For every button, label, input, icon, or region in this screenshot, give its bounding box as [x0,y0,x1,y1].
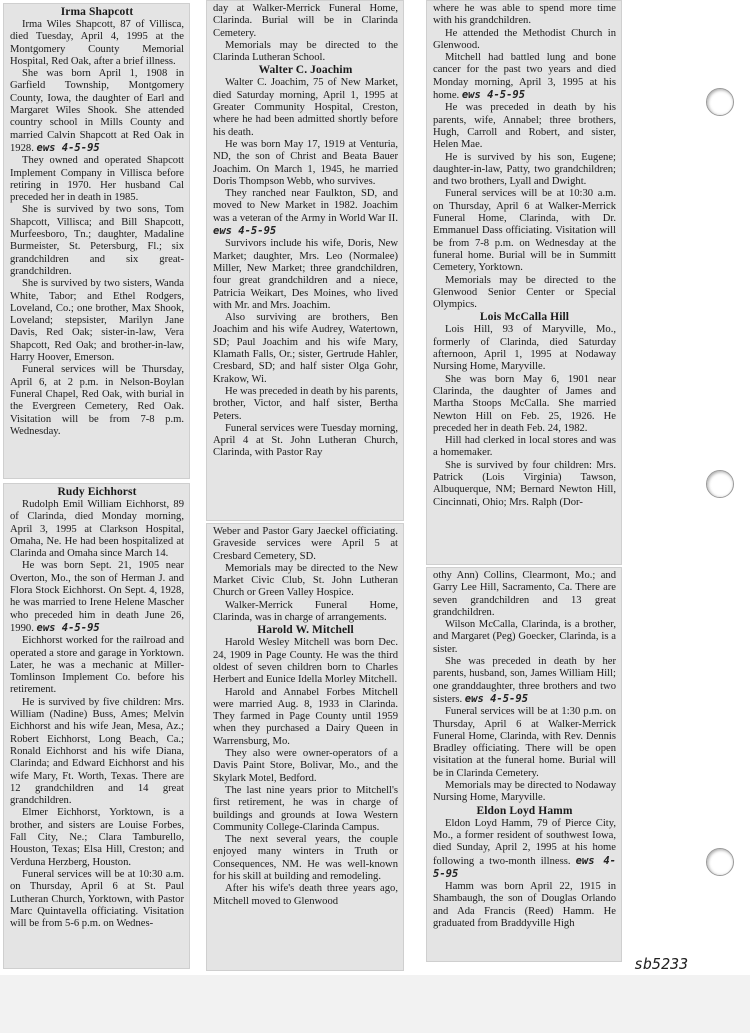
obituary-paragraph [433,102,616,151]
obituary-paragraph [433,656,616,706]
paragraph-text: Memorials may be directed to Nodaway Nursing Home, Maryville. [433,780,616,804]
obituary-paragraph [213,834,398,883]
obituary-paragraph [213,386,398,423]
paragraph-text: Funeral services will be at 1:30 p.m. on Thursday, April 6 at Walker-Merrick Funeral Home, Clarinda, with Rev. Dennis Bradley officiating. There will be open visitation at the funeral home. Burial will be in Clarinda Cemetery. [433,706,616,779]
paragraph-text: The next several years, the couple enjoyed many winters in Truth or Consequences, NM. He was well-known for his skill at building and remodeling. [213,834,398,883]
handwritten-date-note: ews 4-5-95 [36,621,100,634]
obituary-paragraph [433,460,616,509]
binder-hole [706,848,734,876]
obituary-paragraph [10,278,184,364]
paragraph-text: Walter C. Joachim, 75 of New Market, died Saturday morning, April 1, 1995 at Greater Community Hospital, Creston, where he had been admitted shortly before his death. [213,77,398,138]
heading-text: Irma Shapcott [60,6,134,18]
paragraph-text: Hill had clerked in local stores and was a homemaker. [433,435,616,459]
heading-text: Eldon Loyd Hamm [476,804,573,817]
obituary-paragraph [433,881,616,930]
paragraph-text: She was born April 1, 1908 in Garfield Township, Montgomery County, Iowa, the daughter of Earl and Margaret Wiles Shook. She attended country school in Mills County and married Calvin Shapcott at Red Oak in 1928. [10,68,184,154]
obituary-paragraph [433,706,616,780]
paragraph-text: Weber and Pastor Gary Jaeckel officiating. Graveside services were April 5 at Cresbard Cemetery, SD. [213,526,398,562]
paragraph-text: He is survived by his son, Eugene; daughter-in-law, Patty, two grandchildren; and two brothers, Lyall and Dwight. [433,151,616,188]
paragraph-text: Also surviving are brothers, Ben Joachim and his wife Audrey, Watertown, SD; Paul Joachim and his wife Mary, Klamath Falls, Or.; sister, Gertrude Hahler, Cresbard, SD; and half sister Olga Gohr, Krakow, Wi. [213,312,398,385]
obituary-paragraph [10,499,184,560]
handwritten-date-note: ews 4-5-95 [213,225,277,238]
obituary-paragraph [213,563,398,600]
obituary-paragraph [433,3,616,28]
paragraph-text: She was preceded in death by her parents, husband, son, James William Hill; one granddaughter, three brothers and two sisters. [433,656,616,705]
obituary-heading [433,311,616,323]
paragraph-text: Walker-Merrick Funeral Home, Clarinda, was in charge of arrangements. [213,599,398,624]
obituary-paragraph [433,188,616,274]
paragraph-text: Memorials may be directed to the New Market Civic Club, St. John Lutheran Church or Green Valley Hospice. [213,562,398,599]
paragraph-text: Funeral services will be at 10:30 a.m. on Thursday, April 6 at St. Paul Lutheran Church, Yorktown, with Pastor Marc Quintavella officiating. Visitation will be from 5-6 p.m. on Wednes- [10,868,184,930]
clipping-lois-hill [426,0,622,565]
obituary-paragraph [433,275,616,312]
paragraph-text: She was born May 6, 1901 near Clarinda, the daughter of James and Martha Stoops McCalla. She married Newton Hill on Feb. 25, 1926. He preceded her in death Feb. 24, 1982. [433,373,616,434]
paragraph-text: He attended the Methodist Church in Glenwood. [433,27,616,51]
obituary-paragraph [213,3,398,40]
paragraph-text: He was born Sept. 21, 1905 near Overton, Mo., the son of Herman J. and Flora Stock Eichhorst. On Sept. 4, 1928, he was married to Irene Helene Mascher who preceded him in death June 26, 1990. [10,560,184,634]
obituary-paragraph [213,883,398,908]
paragraph-text: Wilson McCalla, Clarinda, is a brother, and Margaret (Peg) Goecker, Clarinda, is a sister. [433,619,616,655]
obituary-paragraph [213,238,398,312]
clipping-irma-shapcott [3,3,190,479]
obituary-paragraph [433,28,616,53]
paragraph-text: Eichhorst worked for the railroad and operated a store and garage in Yorktown. Later, he was a mechanic at Miller-Tomlinson Implement Co. before his retirement. [10,635,184,696]
obituary-paragraph [10,364,184,438]
paragraph-text: Hamm was born April 22, 1915 in Shambaugh, the son of Douglas Orlando and Ada Francis (Reed) Hamm. He graduated from Braddyville High [433,881,616,930]
clipping-walter-joachim [206,0,404,521]
heading-text: Rudy Eichhorst [57,486,137,498]
obituary-paragraph [213,312,398,386]
obituary-paragraph [433,324,616,373]
paragraph-text: Rudolph Emil William Eichhorst, 89 of Clarinda, died Monday morning, April 3, 1995 at Clarkson Hospital, Omaha, Ne. He had been hospitalized at Clarinda and Omaha since March 14. [10,499,184,560]
reference-note: sb5233 [634,955,689,973]
obituary-paragraph [213,139,398,188]
paragraph-text: Harold Wesley Mitchell was born Dec. 24, 1909 in Page County. He was the third oldest of seven children born to Charles Herbert and Eunice Idella Morley Mitchell. [213,637,398,686]
paragraph-text: He is survived by five children: Mrs. William (Nadine) Buss, Ames; Melvin Eichhorst and his wife Jean, Mesa, Az.; Robert Eichhorst, Long Beach, Ca.; Ronald Eichhorst and his wife Diana, Clarinda; and Edward Eichhorst and his wife Mary, Ft. Worth, Texas. There are 12 grandchildren and 14 great grandchildren. [10,696,184,807]
obituary-heading [10,486,184,498]
obituary-paragraph [10,635,184,696]
clipping-rudy-eichhorst [3,483,190,969]
obituary-paragraph [433,374,616,435]
heading-text: Lois McCalla Hill [479,311,570,324]
obituary-paragraph [433,570,616,619]
obituary-paragraph [10,807,184,868]
obituary-paragraph [10,155,184,204]
obituary-heading [213,624,398,636]
paragraph-text: She is survived by two sons, Tom Shapcott, Villisca; and Bill Shapcott, Murfeesboro, Tn.; daughter, Madaline Burmeister, St. Petersburg, Fl.; six grandchildren and six great-grandchildren. [10,204,184,277]
obituary-paragraph [213,40,398,65]
obituary-paragraph [433,780,616,805]
obituary-paragraph [10,560,184,635]
obituary-paragraph [213,785,398,834]
binder-hole [706,88,734,116]
paragraph-text: Funeral services were Tuesday morning, April 4 at St. John Lutheran Church, Clarinda, with Pastor Ray [213,422,398,459]
clipping-harold-mitchell [206,523,404,971]
handwritten-date-note: ews 4-5-95 [464,692,529,705]
obituary-paragraph [213,748,398,785]
obituary-paragraph [10,204,184,278]
heading-text: Harold W. Mitchell [257,624,354,637]
paragraph-text: Funeral services will be at 10:30 a.m. on Thursday, April 6 at Walker-Merrick Funeral Home, Clarinda, with Dr. Emmanuel Dass officiating. Visitation will be from 7-8 p.m. on Wednesday at the funeral home. Burial will be in Summitt Cemetery, Yorktown. [433,188,616,274]
paragraph-text: Funeral services will be Thursday, April 6, at 2 p.m. in Nelson-Boylan Funeral Chapel, Red Oak, with burial in the Evergreen Cemetery, Red Oak. Visitation will be from 7-8 p.m. Wednesday. [10,364,184,437]
paragraph-text: He was preceded in death by his parents, brother, Victor, and half sister, Bertha Peters. [213,385,398,422]
paragraph-text: Eldon Loyd Hamm, 79 of Pierce City, Mo., a former resident of southwest Iowa, died Sunday, April 2, 1995 at his home following a two-month illness. [433,817,616,867]
obituary-paragraph [213,637,398,686]
handwritten-date-note: ews 4-5-95 [433,854,616,880]
paragraph-text: They also were owner-operators of a Davis Paint Store, Bolivar, Mo., and the Skylark Motel, Bedford. [213,748,398,784]
paragraph-text: where he was able to spend more time with his grandchildren. [433,3,616,27]
obituary-paragraph [10,68,184,155]
paragraph-text: Lois Hill, 93 of Maryville, Mo., formerly of Clarinda, died Saturday afternoon, April 1, 1995 at Nodaway Nursing Home, Maryville. [433,324,616,373]
obituary-paragraph [213,423,398,460]
obituary-heading [213,64,398,76]
obituary-heading [433,805,616,817]
paragraph-text: Elmer Eichhorst, Yorktown, is a brother, and sisters are Louise Forbes, Fall City, Ne.; Clara Tamburello, Houston, Texas; Elsa Hill, Creston; and Verduna Herzberg, Houston. [10,807,184,868]
paragraph-text: The last nine years prior to Mitchell's first retirement, he was in charge of buildings and grounds at Iowa Western Community College-Clarinda Campus. [213,784,398,833]
paragraph-text: othy Ann) Collins, Clearmont, Mo.; and Garry Lee Hill, Sacramento, Ca. There are seven grandchildren and 13 great grandchildren. [433,570,616,618]
heading-text: Walter C. Joachim [258,64,353,77]
obituary-paragraph [213,600,398,625]
obituary-paragraph [213,188,398,238]
handwritten-date-note: ews 4-5-95 [36,141,100,154]
obituary-paragraph [433,619,616,656]
obituary-paragraph [433,818,616,881]
obituary-paragraph [433,435,616,460]
paragraph-text: After his wife's death three years ago, Mitchell moved to Glenwood [213,883,398,907]
paragraph-text: She is survived by two sisters, Wanda White, Tabor; and Ethel Rodgers, Loveland, Co.; one brother, Max Shook, Loveland; stepsister, Marilyn Jane Davis, Red Oak; sister-in-law, Vera Shapcott, Red Oak; and brother-in-law, Harry Hoover, Emerson. [10,278,184,364]
obituary-paragraph [10,697,184,808]
paragraph-text: day at Walker-Merrick Funeral Home, Clarinda. Burial will be in Clarinda Cemetery. [213,3,398,39]
obituary-paragraph [10,19,184,68]
obituary-paragraph [433,152,616,189]
handwritten-date-note: ews 4-5-95 [461,89,526,102]
paragraph-text: Mitchell had battled lung and bone cancer for the past two years and died Monday morning, April 3, 1995 at his home. [433,52,616,102]
obituary-paragraph [213,687,398,748]
paragraph-text: She is survived by four children: Mrs. Patrick (Lois Virginia) Tawson, Albuquerque, NM; Bernard Newton Hill, Cincinnati, Ohio; Mrs. Ralph (Dor- [433,459,616,508]
paragraph-text: He was preceded in death by his parents, wife, Annabel; three brothers, Hugh, Carroll and Robert, and sister, Helen Mae. [433,102,616,151]
paragraph-text: They ranched near Faulkton, SD, and moved to New Market in 1982. Joachim was a veteran of the Army in World War II. [213,188,398,224]
binder-hole [706,470,734,498]
obituary-paragraph [213,77,398,138]
paragraph-text: Survivors include his wife, Doris, New Market; daughter, Mrs. Leo (Normalee) Miller, New Market; three grandchildren, four great grandchildren and a niece, Patricia Weikart, Des Moines, who lived with Mr. and Mrs. Joachim. [213,238,398,311]
paragraph-text: They owned and operated Shapcott Implement Company in Villisca before retiring in 1970. Her husband Cal preceded her in death in 1985. [10,155,184,204]
paragraph-text: Irma Wiles Shapcott, 87 of Villisca, died Tuesday, April 4, 1995 at the Montgomery County Memorial Hospital, Red Oak, after a brief illness. [10,19,184,67]
paragraph-text: Memorials may be directed to the Glenwood Senior Center or Special Olympics. [433,274,616,311]
obituary-paragraph [10,869,184,930]
clipping-eldon-hamm [426,567,622,962]
obituary-paragraph [213,526,398,563]
paragraph-text: Memorials may be directed to the Clarinda Lutheran School. [213,39,398,64]
obituary-heading [10,6,184,18]
paragraph-text: He was born May 17, 1919 at Venturia, ND, the son of Christ and Beata Bauer Joachim. On March 1, 1945, he married Doris Thompson Webb, who survives. [213,138,398,187]
obituary-paragraph [433,52,616,102]
page-bottom-margin [0,975,750,1033]
paragraph-text: Harold and Annabel Forbes Mitchell were married Aug. 8, 1933 in Clarinda. They farmed in Page County until 1959 when they purchased a Dairy Queen in Warrensburg, Mo. [213,686,398,747]
